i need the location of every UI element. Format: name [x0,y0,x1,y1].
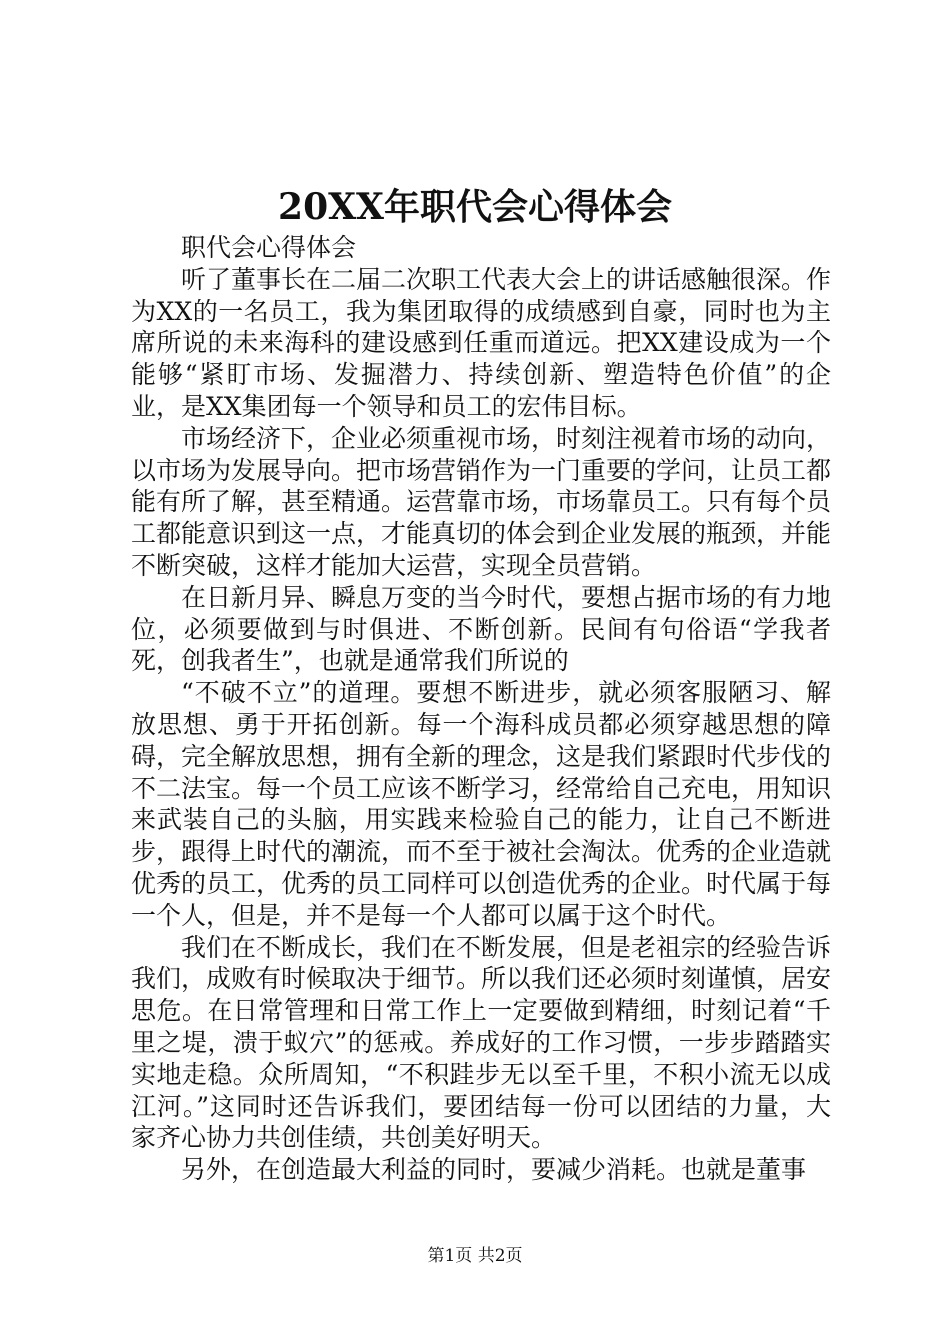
page-footer: 第1页 共2页 [427,1246,523,1266]
paragraph-6: 另外，在创造最大利益的同时，要减少消耗。也就是董事 [181,1155,807,1185]
document-subtitle: 职代会心得体会 [181,233,357,262]
document-body [131,232,831,1186]
document-title: 20XX年职代会心得体会 [278,186,672,228]
paragraph-1: 听了董事长在二届二次职工代表大会上的讲话感触很深。作为XX的一名员工，我为集团取得的成绩感到自豪，同时也为主席所说的未来海科的建设感到任重而道远。把XX建设成为一个能够“紧盯市场、发掘潜力、持续创新、塑造特色价值”的企业，是XX集团每一个领导和员工的宏伟目标。 [131,264,832,421]
paragraph-3: 在日新月异、瞬息万变的当今时代，要想占据市场的有力地位，必须要做到与时俱进、不断创新。民间有句俗语“学我者死，创我者生”，也就是通常我们所说的 [131,582,832,676]
paragraph-4: “不破不立”的道理。要想不断进步，就必须客服陋习、解放思想、勇于开拓创新。每一个海科成员都必须穿越思想的障碍，完全解放思想，拥有全新的理念，这是我们紧跟时代步伐的不二法宝。每一个员工应该不断学习，经常给自己充电，用知识来武装自己的头脑，用实践来检验自己的能力，让自己不断进步，跟得上时代的潮流，而不至于被社会淘汰。优秀的企业造就优秀的员工，优秀的员工同样可以创造优秀的企业。时代属于每一个人，但是，并不是每一个人都可以属于这个时代。 [131,678,832,930]
paragraph-2: 市场经济下，企业必须重视市场，时刻注视着市场的动向，以市场为发展导向。把市场营销作为一门重要的学问，让员工都能有所了解，甚至精通。运营靠市场，市场靠员工。只有每个员工都能意识到这一点，才能真切的体会到企业发展的瓶颈，并能不断突破，这样才能加大运营，实现全员营销。 [131,423,832,580]
paragraph-5: 我们在不断成长，我们在不断发展，但是老祖宗的经验告诉我们，成败有时候取决于细节。所以我们还必须时刻谨慎，居安思危。在日常管理和日常工作上一定要做到精细，时刻记着“千里之堤，溃于蚁穴”的惩戒。养成好的工作习惯，一步步踏踏实实地走稳。众所周知，“不积跬步无以至千里，不积小流无以成江河。”这同时还告诉我们，要团结每一份可以团结的力量，大家齐心协力共创佳绩，共创美好明天。 [131,932,832,1153]
